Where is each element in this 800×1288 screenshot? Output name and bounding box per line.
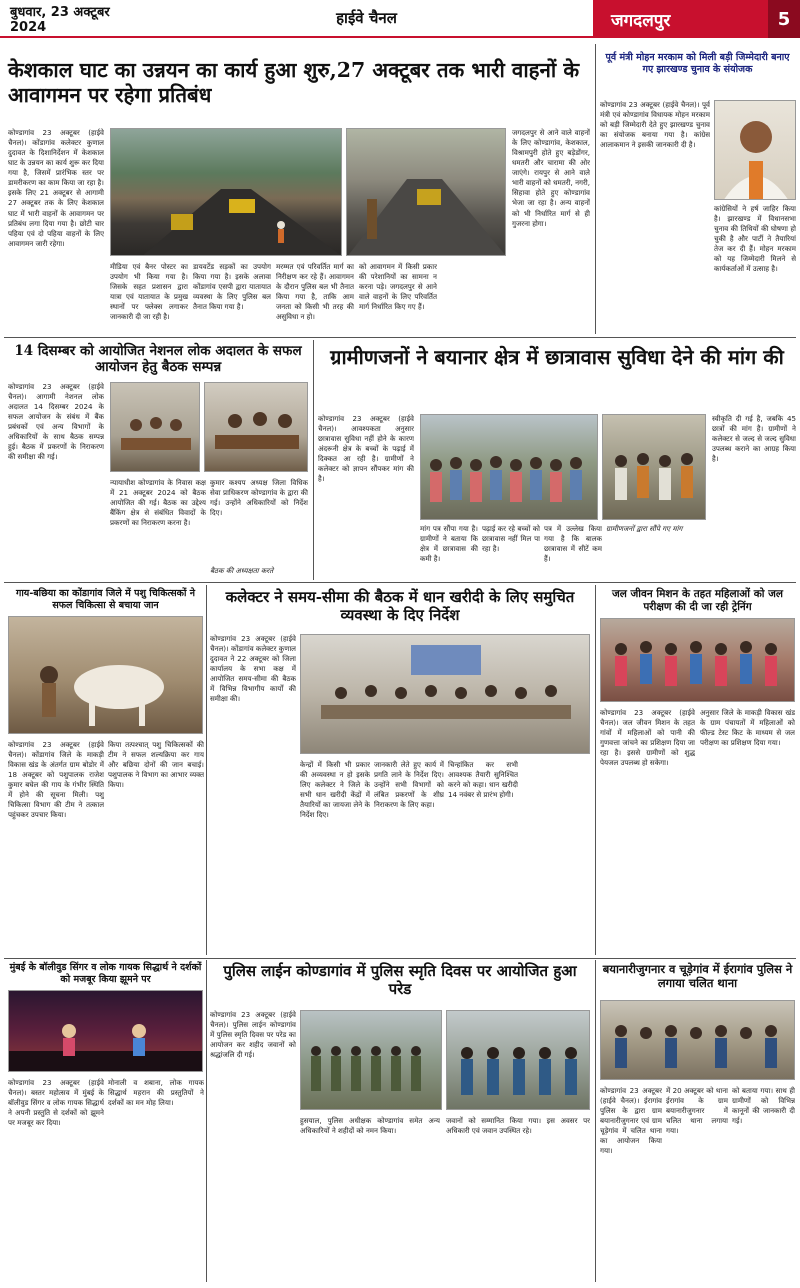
bayanar-col3: को बताया गया। साथ ही ग्रामीणों को विभिन्न कानूनों की जानकारी दी गई। [732,1086,795,1126]
dhan-headline: कलेक्टर ने समय-सीमा की बैठक में धान खरीदी के लिए समुचित व्यवस्था के दिए निर्देश [225,588,575,625]
stage-illustration [9,991,203,1072]
chhatravas-col1: कोण्डागांव 23 अक्टूबर (हाईवे चैनल)। आवश्यकता अनुसार छात्रावास सुविधा नहीं होने के कारण अंदरूनी क्षेत्र के बच्चों के पढ़ाई में दिक्कत आ रही है। ग्रामीणों ने कलेक्टर को ज्ञापन सौंपकर मांग की है। [318,414,414,484]
salute-illustration [447,1011,590,1110]
concert-photo [8,990,203,1072]
road-work-illustration [111,129,342,256]
bail-col2: किया तत्पश्चात् पशु चिकित्सकों की टीम ने सफल शल्यक्रिया कर गाय और बछिया दोनों की जान बचाई। पशुपालक ने विभाग का आभार व्यक्त किया। [108,740,204,790]
parade-photo [300,1010,442,1110]
bollywood-col1: कोण्डागांव 23 अक्टूबर (हाईवे चैनल)। बस्तर महोत्सव में मुंबई के बॉलीवुड सिंगर व लोक गायक सिद्धार्थ ने अपनी प्रस्तुति से दर्शकों को झूमने पर मजबूर कर दिया। [8,1078,104,1128]
bollywood-col2: मोनाली व शबाना, लोक गायक सिद्धार्थ महरान की प्रस्तुतियों ने दर्शकों का मन मोह लिया। [108,1078,204,1108]
road-closure-photo [346,128,506,256]
person-icon [715,101,796,200]
lokadalat-photo-1 [110,382,200,472]
newspaper-name: हाईवे चैनल [140,0,593,38]
dhan-col3: जानकारी लेते हुए कार्य में प्रगति लाने के निर्देश दिए। उन्होंने सभी विभागों को लंबित प्रकरणों के शीघ्र निराकरण के लिए कहा। [374,760,444,810]
parade-illustration [301,1011,442,1110]
memorial-photo [446,1010,590,1110]
jal-headline: जल जीवन मिशन के तहत महिलाओं को जल परीक्षण की दी जा रही ट्रेनिंग [611,588,784,614]
conference-illustration [301,635,590,754]
lokadalat-col3: कुमार कश्यप अध्यक्ष जिला विधिक सेवा प्राधिकरण कोण्डागांव के द्वारा की गई। उन्होंने अधिकारियों को निर्देश दिए। [210,478,308,518]
police-col1: कोण्डागांव 23 अक्टूबर (हाईवे चैनल)। पुलिस लाईन कोण्डागांव में पुलिस स्मृति दिवस पर परेड का आयोजन कर शहीद जवानों को श्रद्धांजलि दी गई। [210,1010,296,1060]
meeting-hall-photo [300,634,590,754]
jal-col1: कोण्डागांव 23 अक्टूबर (हाईवे चैनल)। जल जीवन मिशन के तहत गांवों में महिलाओं को पानी की गुणवत्ता जांचने का प्रशिक्षण दिया जा रहा है। इससे ग्रामीणों को शुद्ध पेयजल उपलब्ध हो सकेगा। [600,708,695,768]
bayanar-col1: कोण्डागांव 23 अक्टूबर (हाईवे चैनल)। ईरागांव पुलिस के द्वारा ग्राम बयानारीजुगनार एवं ग्राम चूड़ेगांव में चलित थाना का आयोजन किया गया। [600,1086,662,1156]
keshkal-col1: कोण्डागांव 23 अक्टूबर (हाईवे चैनल)। कोंडागांव कलेक्टर कुणाल दुदावत के दिशानिर्देशन में केशकाल घाट के उन्नयन का कार्य शुरू कर दिया गया है, जिसमें प्रारंभिक स्तर पर डामरीकरण का काम किया जा रहा है। इसके लिए 21 अक्टूबर से आगामी 27 अक्टूबर तक के लिए केशकाल घाट में भारी वाहनों के आवागमन पर प्रतिबंध लगा दिया गया है। छोटी चार पहिया एवं दो पहिया वाहनों के लिए आवागमन जारी रहेगा। [8,128,104,248]
police-headline: पुलिस लाईन कोण्डागांव में पुलिस स्मृति दिवस पर आयोजित हुआ परेड [223,962,577,999]
chalit-thana-photo [600,1000,795,1080]
lokadalat-headline: 14 दिसम्बर को आयोजित नेशनल लोक अदालत के सफल आयोजन हेतु बैठक सम्पन्न [14,343,302,376]
bollywood-headline: मुंबई के बॉलीवुड सिंगर व लोक गायक सिद्धार्थ ने दर्शकों को मजबूर किया झूमने पर [9,962,202,985]
bayanar-headline: बयानारीजुगनार व चूड़ेगांव में ईरागांव पुलिस ने लगाया चलित थाना [602,962,793,991]
bayanar-col2: में 20 अक्टूबर को थाना ईरागांव के ग्राम बयानारीजुगनार में चलित थाना लगाया गया। [666,1086,728,1136]
page-header [0,0,800,38]
keshkal-col4: मरम्मत एवं परिवर्तित मार्ग का निरीक्षण कर रहे हैं। आवागमन के दौरान पुलिस बल भी तैनात किया गया है, ताकि आम जनता को किसी भी तरह की असुविधा न हो। [276,262,354,322]
keshkal-col2: मीडिया एवं बैनर पोस्टर का उपयोग भी किया गया है। जिसके सहत प्रशासन द्वारा यात्रा एवं यातायात के प्रमुख स्थानों पर फ्लेक्स लगाकर जानकारी दी जा रही है। [110,262,188,322]
women-group-illustration [601,619,795,702]
mohan-col2: कांग्रेसियों ने हर्ष जाहिर किया है। झारखण्ड में विधानसभा चुनाव की तिथियों की घोषणा हो चुकी है और पार्टी ने तैयारियां तेज कर दी हैं। मोहन मरकाम को यह जिम्मेदारी मिलने से कार्यकर्ताओं में उत्साह है। [714,204,796,274]
mohan-col1: कोण्डागांव 23 अक्टूबर (हाईवे चैनल)। पूर्व मंत्री एवं कोण्डागांव विधायक मोहन मरकाम को बड़ी जिम्मेदारी देते हुए झारखण्ड चुनाव का संयोजक बनाया गया है। कांग्रेस आलाकमान ने इसकी जानकारी दी है। [600,100,710,150]
memorandum-photo [602,414,706,520]
dhan-col2: केन्द्रों में किसी भी प्रकार की अव्यवस्था न हो इसके लिए कलेक्टर ने जिले के सभी धान खरीदी केंद्रों में तैयारियों का जायजा लेने के निर्देश दिए। [300,760,370,820]
bail-col1: कोण्डागांव 23 अक्टूबर (हाईवे चैनल)। कोंडागांव जिले के माकड़ी विकास खंड के अंतर्गत ग्राम बोडोर में 18 अक्टूबर को पशुपालक राजेश कुमार बघेल की गाय के गंभीर स्थिति में होने की सूचना मिली। पशु चिकित्सा विभाग की टीम ने तत्काल पहुंचकर उपचार किया। [8,740,104,820]
issue-date: बुधवार, 23 अक्टूबर 2024 [0,0,140,38]
keshkal-col5: को आवागमन में किसी प्रकार की परेशानियों का सामना न करना पड़े। जगदलपुर से आने वाले वाहनों के लिए परिवर्तित मार्ग निर्धारित किए गए हैं। [359,262,437,312]
meeting-illustration [111,383,200,472]
lokadalat-photo-2 [204,382,308,472]
women-training-photo [600,618,795,702]
road-work-photo [110,128,342,256]
mohan-headline: पूर्व मंत्री मोहन मरकाम को मिली बड़ी जिम्मेदारी बनाए गए झारखण्ड चुनाव के संयोजक [605,52,790,75]
villagers-photo [420,414,598,520]
jal-col2: अनुसार जिले के माकड़ी विकास खंड के ग्राम पंचायतों में महिलाओं को फील्ड टेस्ट किट के माध्यम से जल परीक्षण का प्रशिक्षण दिया गया। [700,708,795,748]
officials-illustration [205,383,308,472]
keshkal-col3: डायवर्टेड सड़कों का उपयोग किया गया है। इसके अलावा कोंडागांव एसपी द्वारा यातायात व्यवस्था के लिए पुलिस बल तैनात किया गया है। [193,262,271,312]
page-number: 5 [768,0,800,38]
chhatravas-col6: स्वीकृति दी गई है, जबकि 45 छात्रों की मांग है। ग्रामीणों ने कलेक्टर से जल्द से जल्द सुविधा उपलब्ध कराने का आग्रह किया है। [712,414,796,464]
keshkal-col6: जगदलपुर से आने वाले वाहनों के लिए कोण्डागांव, केशकाल, विश्रामपुरी होते हुए बड़ेडोंगर, धमतरी और चारामा की ओर जाएंगे। रायपुर से आने वाले भारी वाहनों को धमतरी, नगरी, सिहावा होते हुए कोण्डागांव भेजा जा रहा है। अन्य वाहनों को भी निर्धारित मार्ग से ही गुजरना होगा। [512,128,590,228]
crowd-illustration [421,415,598,520]
road-closure-illustration [347,129,506,256]
village-meeting-illustration [601,1001,795,1080]
edition-city: जगदलपुर [593,0,768,38]
cow-illustration [9,617,203,734]
chhatravas-headline: ग्रामीणजनों ने बयानार क्षेत्र में छात्रावास सुविधा देने की मांग की [330,345,784,369]
chhatravas-caption: ग्रामीणजनों द्वारा सौंपे गए मांग [606,524,683,533]
cattle-photo [8,616,203,734]
bail-headline: गाय-बछिया का कोंडागांव जिले में पशु चिकित्सकों ने सफल चिकित्सा से बचाया जान [16,588,195,611]
keshkal-headline: केशकाल घाट का उन्नयन का कार्य हुआ शुरु,27 अक्टूबर तक भारी वाहनों के आवागमन पर रहेगा प्रतिबंध [8,58,580,107]
chhatravas-col5: पत्र में उल्लेख किया गया है कि बालक छात्रावास में सीटें कम हैं। [544,524,602,564]
group-illustration [603,415,706,520]
chhatravas-col4: पढ़ाई कर रहे बच्चों को छात्रावास नहीं मिल पा रहा है। [482,524,540,554]
lokadalat-col2: न्यायाधीश कोण्डागांव के निवास कक्ष में 21 अक्टूबर 2024 को बैठक आयोजित की गई। बैठक का उद्देश्य बैंकिंग क्षेत्र से संबंधित विवादों के प्रकरणों का निराकरण करना है। [110,478,206,528]
dhan-col4: चिन्हांकित कर सभी आवश्यक तैयारी सुनिश्चित करने को कहा। धान खरीदी 14 नवंबर से प्रारंभ होगी। [448,760,518,800]
police-col2: हुसयाल, पुलिस अधीक्षक कोण्डागांव समेत अन्य अधिकारियों ने शहीदों को नमन किया। [300,1116,440,1136]
dhan-col1: कोण्डागांव 23 अक्टूबर (हाईवे चैनल)। कोंडागांव कलेक्टर कुणाल दुदावत ने 22 अक्टूबर को जिला कार्यालय के सभा कक्ष में आयोजित समय-सीमा की बैठक में विभिन्न विभागीय कार्यों की समीक्षा की। [210,634,296,704]
lokadalat-caption: बैठक की अध्यक्षता करते [210,566,274,575]
lokadalat-col1: कोण्डागांव 23 अक्टूबर (हाईवे चैनल)। आगामी नेशनल लोक अदालत 14 दिसम्बर 2024 के सफल आयोजन के संबंध में बैंक प्रबंधकों एवं अन्य विभागों के अधिकारियों के साथ बैठक सम्पन्न हुई। बैठक में प्रकरणों के निराकरण की समीक्षा की गई। [8,382,104,462]
chhatravas-col3: मांग पत्र सौंपा गया है। ग्रामीणों ने बताया कि क्षेत्र में छात्रावास की कमी है। [420,524,478,564]
mohan-portrait [714,100,796,200]
police-col3: जवानों को सम्मानित किया गया। इस अवसर पर अधिकारी एवं जवान उपस्थित रहे। [446,1116,590,1136]
